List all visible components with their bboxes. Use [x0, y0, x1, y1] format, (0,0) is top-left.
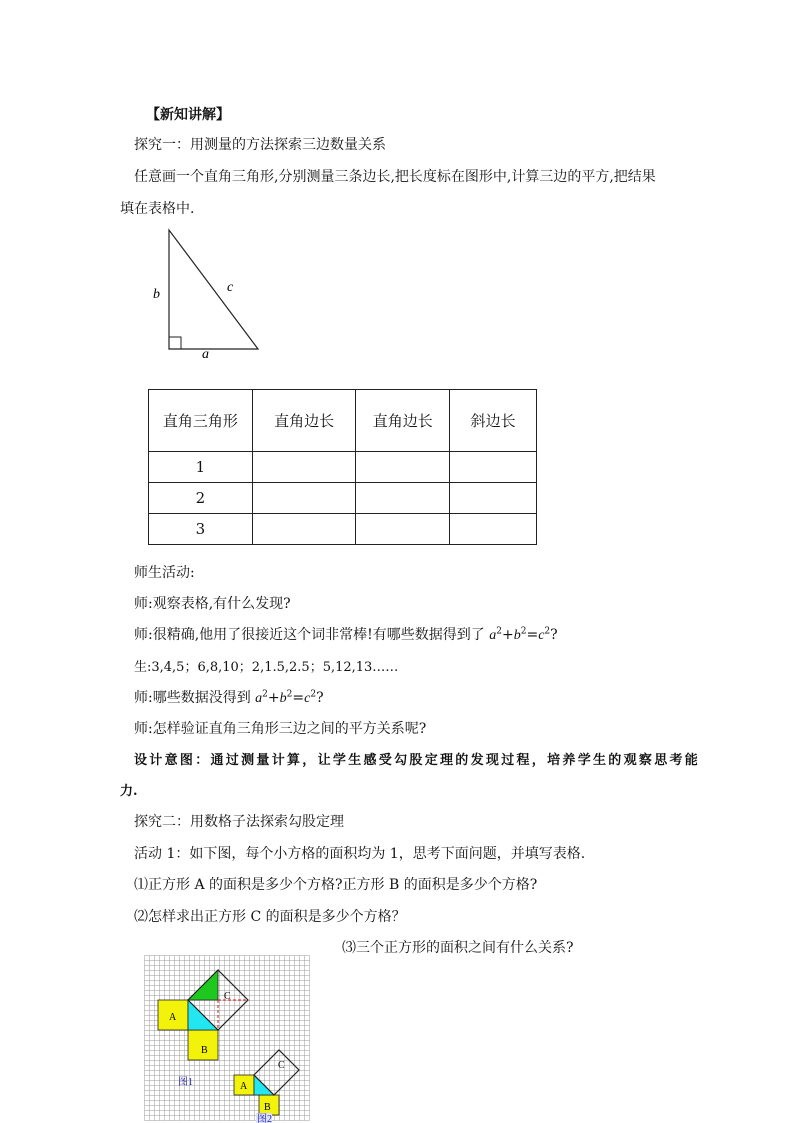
side-label-c: c: [227, 280, 234, 295]
design-intent-line1: 设计意图：通过测量计算，让学生感受勾股定理的发现过程，培养学生的观察思考能: [134, 753, 701, 768]
teacher-line-2-text: 师:很精确,他用了很接近这个词非常棒!有哪些数据得到了: [134, 627, 490, 643]
table-header: 直角三角形: [149, 390, 253, 452]
label-c-fig2: C: [278, 1060, 285, 1071]
table-cell[interactable]: [252, 514, 356, 545]
label-a-fig1: A: [169, 1012, 177, 1023]
question-1: ⑴正方形 A 的面积是多少个方格?正方形 B 的面积是多少个方格?: [134, 877, 538, 893]
right-triangle: [169, 230, 258, 349]
label-a-fig2: A: [240, 1081, 248, 1092]
explore2-activity: 活动 1：如下图，每个小方格的面积均为 1，思考下面问题，并填写表格.: [134, 846, 586, 862]
table-row: [149, 452, 537, 483]
table-cell[interactable]: [356, 514, 450, 545]
formula-b: b: [513, 628, 521, 643]
table-cell[interactable]: [252, 452, 356, 483]
teacher-line-1: 师:观察表格,有什么发现?: [134, 596, 291, 612]
row-number: 3: [149, 514, 253, 545]
teacher-line-4: 师:怎样验证直角三角形三边之间的平方关系呢?: [134, 721, 427, 737]
table-header-row: [149, 390, 537, 452]
teacher-line-3: 师:哪些数据没得到 $a^2+b^2=c^2$?: [134, 689, 324, 706]
side-label-a: a: [202, 347, 209, 362]
explore1-task-line1: 任意画一个直角三角形,分别测量三条边长,把长度标在图形中,计算三边的平方,把结果: [134, 169, 656, 185]
table-header: 斜边长: [450, 390, 537, 452]
formula-c: c: [538, 628, 545, 643]
table-cell[interactable]: [450, 483, 537, 514]
table-row: [149, 514, 537, 545]
design-intent-line2: 力.: [120, 784, 138, 799]
label-b-fig1: B: [201, 1045, 208, 1056]
table-cell[interactable]: [450, 514, 537, 545]
grid-lines: [145, 956, 310, 1121]
section-heading: 【新知讲解】: [146, 107, 230, 123]
fig1-caption: 图1: [178, 1077, 193, 1088]
fig2-caption: 图2: [257, 1114, 272, 1123]
side-label-b: b: [153, 287, 160, 302]
label-b-fig2: B: [264, 1102, 271, 1113]
table-header: 直角边长: [356, 390, 450, 452]
grid-figure: [144, 955, 312, 1123]
question-3: ⑶三个正方形的面积之间有什么关系?: [342, 940, 574, 956]
explore1-title: 探究一：用测量的方法探索三边数量关系: [134, 137, 386, 153]
table-cell[interactable]: [356, 452, 450, 483]
teacher-line-2: 师:很精确,他用了很接近这个词非常棒!有哪些数据得到了 $a^2+b^2=c^2$?: [134, 626, 558, 643]
row-number: 1: [149, 452, 253, 483]
question-2: ⑵怎样求出正方形 C 的面积是多少个方格？: [134, 909, 406, 925]
explore1-task-line2: 填在表格中.: [120, 201, 195, 217]
table-cell[interactable]: [450, 452, 537, 483]
table-header: 直角边长: [252, 390, 356, 452]
explore2-title: 探究二：用数格子法探索勾股定理: [134, 814, 344, 830]
right-angle-mark: [169, 337, 181, 349]
row-number: 2: [149, 483, 253, 514]
formula-a: a: [489, 628, 497, 643]
table-cell[interactable]: [252, 483, 356, 514]
measurement-table: [148, 389, 537, 545]
table-cell[interactable]: [356, 483, 450, 514]
label-c-fig1: C: [224, 991, 231, 1002]
right-triangle-figure: [140, 225, 270, 365]
teacher-line-3-text: 师:哪些数据没得到: [134, 690, 256, 706]
activity-label: 师生活动:: [134, 565, 195, 581]
student-line: 生:3,4,5；6,8,10；2,1.5,2.5；5,12,13……: [134, 660, 399, 675]
table-row: [149, 483, 537, 514]
